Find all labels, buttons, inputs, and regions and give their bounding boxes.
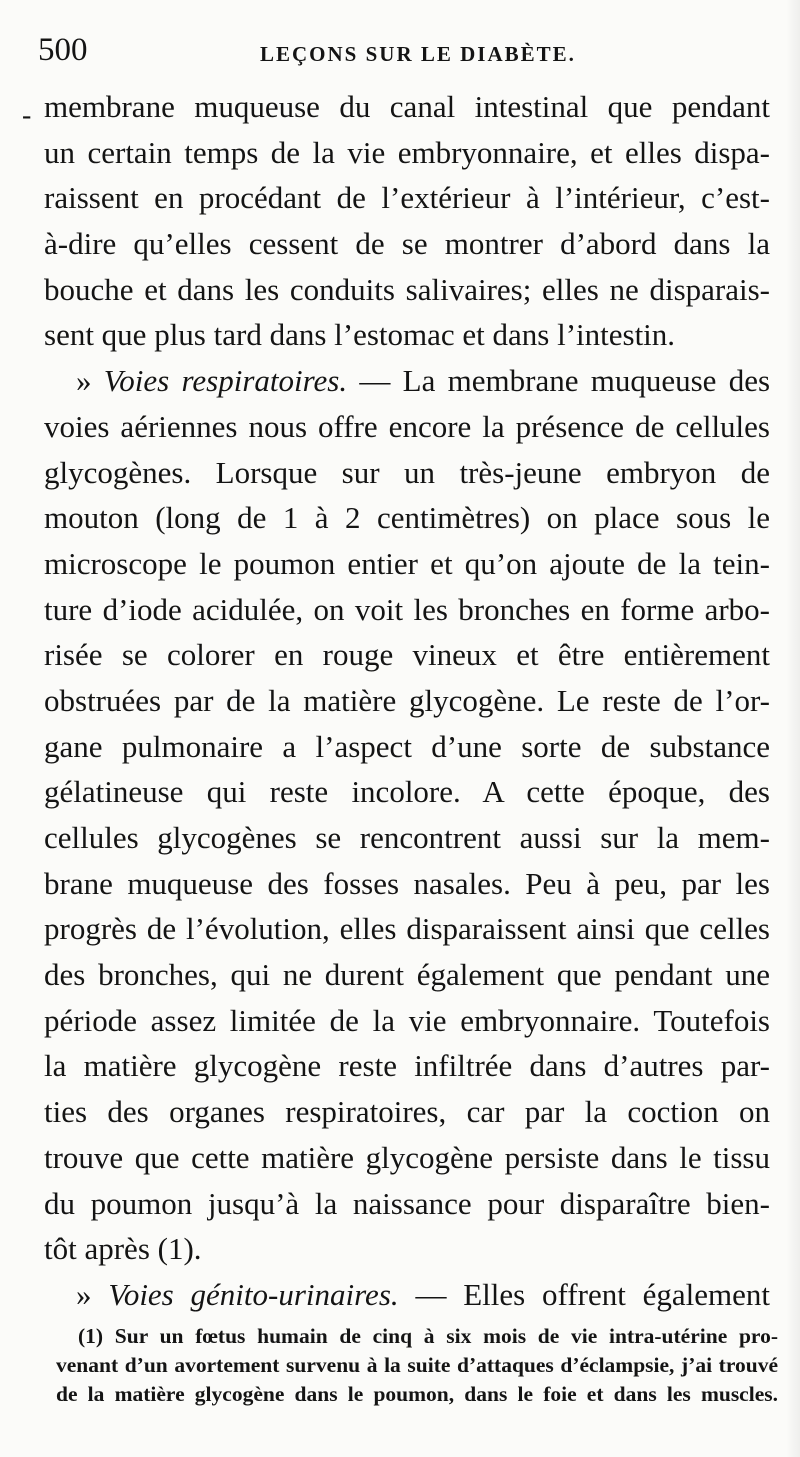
text-line: membrane muqueuse du canal intestinal que pendant: [44, 89, 770, 124]
text-line: mouton (long de 1 à 2 centimètres) on place sous le: [44, 500, 770, 536]
text-line: trouve que cette matière glycogène persiste dans le tissu: [44, 1139, 770, 1175]
text-line: obstruées par de la matière glycogène. Le reste de l’or-: [44, 682, 770, 718]
margin-mark: -: [22, 100, 32, 131]
text-line: du poumon jusqu’à la naissance pour disparaître bien-: [44, 1185, 770, 1221]
body-text: [44, 84, 770, 1318]
text-line: ture d’iode acidulée, on voit les bronches en forme arbo-: [44, 591, 770, 627]
text-line: sent que plus tard dans l’estomac et dans l’intestin.: [44, 317, 676, 353]
guillemet: »: [76, 1276, 109, 1312]
text-line: brane muqueuse des fosses nasales. Peu à peu, par les: [44, 865, 770, 901]
section-text: — La membrane muqueuse des: [347, 363, 771, 399]
page-edge-shadow: [786, 0, 800, 1457]
section-title-respiratory: Voies respiratoires.: [103, 363, 348, 399]
footnote-line: (1) Sur un fœtus humain de cinq à six mois de vie intra-utérine pro-: [78, 1324, 778, 1348]
text-line: gane pulmonaire a l’aspect d’une sorte de substance: [44, 728, 770, 764]
section-heading-line: [44, 1272, 770, 1318]
section-heading-line: [44, 358, 770, 404]
text-line: raissent en procédant de l’extérieur à l’intérieur, c’est-: [44, 180, 770, 216]
text-line: un certain temps de la vie embryonnaire, et elles dispa-: [44, 134, 770, 170]
page-number: 500: [38, 32, 88, 68]
text-line: tôt après (1).: [44, 1231, 202, 1267]
text-line: bouche et dans les conduits salivaires; elles ne disparais-: [44, 271, 770, 307]
page-header: [38, 30, 778, 74]
section-text: — Elles offrent également: [398, 1276, 770, 1312]
text-line: risée se colorer en rouge vineux et être entièrement: [44, 637, 770, 673]
text-line: cellules glycogènes se rencontrent aussi sur la mem-: [44, 820, 770, 855]
text-line: période assez limitée de la vie embryonnaire. Toutefois: [44, 1002, 770, 1038]
text-line: des bronches, qui ne durent également que pendant une: [44, 957, 770, 993]
footnote-line: venant d’un avortement survenu à la suite d’attaques d’éclampsie, j’ai trouvé: [56, 1353, 778, 1377]
footnote: [56, 1322, 778, 1409]
text-line: glycogènes. Lorsque sur un très-jeune embryon de: [44, 454, 770, 490]
text-line: voies aériennes nous offre encore la présence de cellules: [44, 408, 770, 444]
running-title: LEÇONS SUR LE DIABÈTE.: [260, 42, 576, 66]
text-line: gélatineuse qui reste incolore. A cette époque, des: [44, 774, 770, 810]
guillemet: »: [76, 363, 104, 399]
text-line: la matière glycogène reste infiltrée dans d’autres par-: [44, 1048, 770, 1084]
text-line: ties des organes respiratoires, car par la coction on: [44, 1094, 770, 1130]
section-title-genito-urinary: Voies génito-urinaires.: [108, 1276, 399, 1312]
footnote-line: de la matière glycogène dans le poumon, dans le foie et dans les muscles.: [56, 1382, 778, 1406]
text-line: à-dire qu’elles cessent de se montrer d’abord dans la: [44, 226, 770, 262]
text-line: microscope le poumon entier et qu’on ajoute de la tein-: [44, 545, 770, 581]
text-line: progrès de l’évolution, elles disparaissent ainsi que celles: [44, 911, 770, 947]
